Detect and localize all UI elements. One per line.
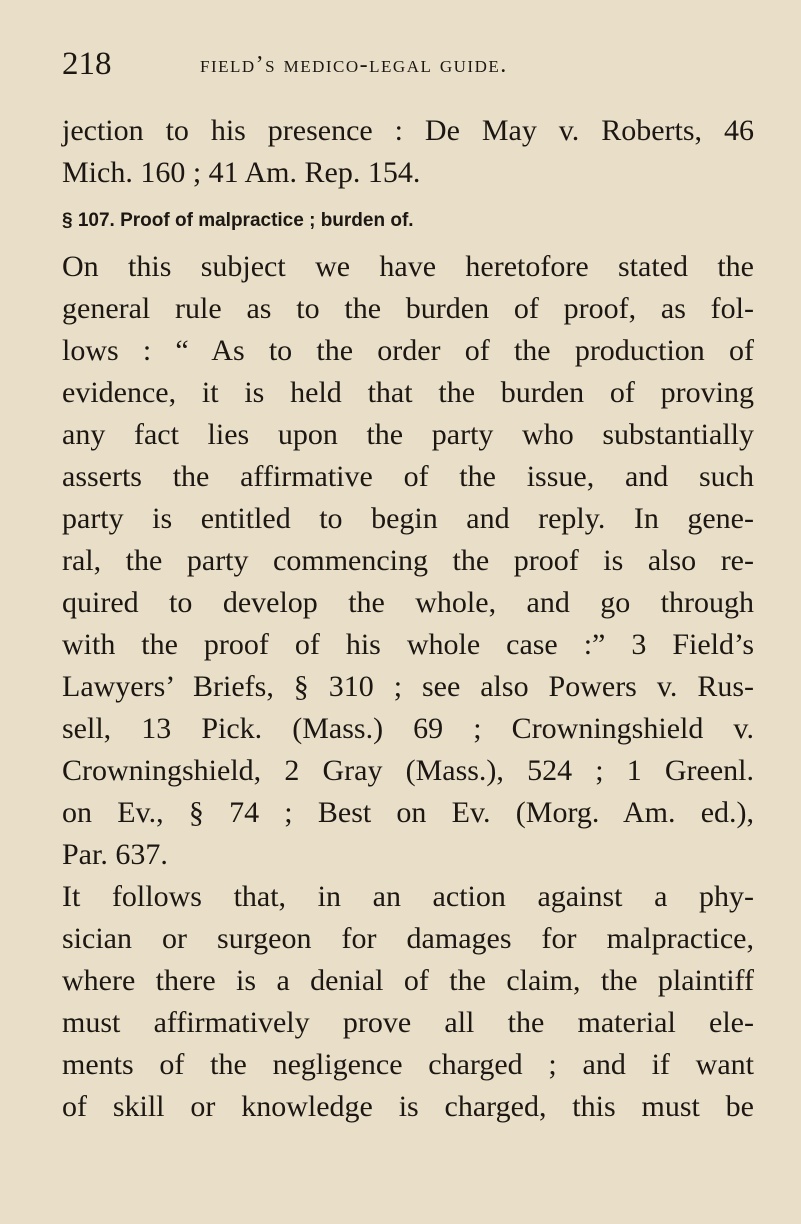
running-head [62,44,712,84]
text-line: sician or surgeon for damages for malpractice, [62,922,754,955]
text-line: must affirmatively prove all the material ele- [62,1006,754,1039]
text-line: ral, the party commencing the proof is also re- [62,544,754,577]
text-line: quired to develop the whole, and go through [62,586,754,619]
text-line: ments of the negligence charged ; and if want [62,1048,754,1081]
text-line: on Ev., § 74 ; Best on Ev. (Morg. Am. ed.), [62,796,754,829]
section-heading: § 107. Proof of malpractice ; burden of. [62,210,414,231]
text-line: any fact lies upon the party who substantially [62,418,754,451]
text-line: where there is a denial of the claim, the plaintiff [62,964,754,997]
text-line: Par. 637. [62,838,168,871]
text-line: jection to his presence : De May v. Roberts, 46 [62,114,754,147]
text-line: lows : “ As to the order of the production of [62,334,754,367]
text-line: evidence, it is held that the burden of proving [62,376,754,409]
text-line: It follows that, in an action against a phy- [62,880,754,913]
text-line: with the proof of his whole case :” 3 Field’s [62,628,754,661]
text-line: sell, 13 Pick. (Mass.) 69 ; Crowningshield v. [62,712,754,745]
text-line: Mich. 160 ; 41 Am. Rep. 154. [62,156,421,189]
running-head-title: field’s medico-legal guide. [200,52,508,78]
paragraph-burden-of-proof [62,246,754,876]
page-number: 218 [62,46,112,82]
paragraph-malpractice-proof [62,876,754,1128]
text-line: general rule as to the burden of proof, as fol- [62,292,754,325]
text-line: On this subject we have heretofore stated the [62,250,754,283]
body-text [62,110,754,1128]
text-line: Lawyers’ Briefs, § 310 ; see also Powers v. Rus- [62,670,754,703]
text-line: party is entitled to begin and reply. In gene- [62,502,754,535]
text-line: asserts the affirmative of the issue, and such [62,460,754,493]
text-line: of skill or knowledge is charged, this must be [62,1090,754,1123]
text-line: Crowningshield, 2 Gray (Mass.), 524 ; 1 Greenl. [62,754,754,787]
